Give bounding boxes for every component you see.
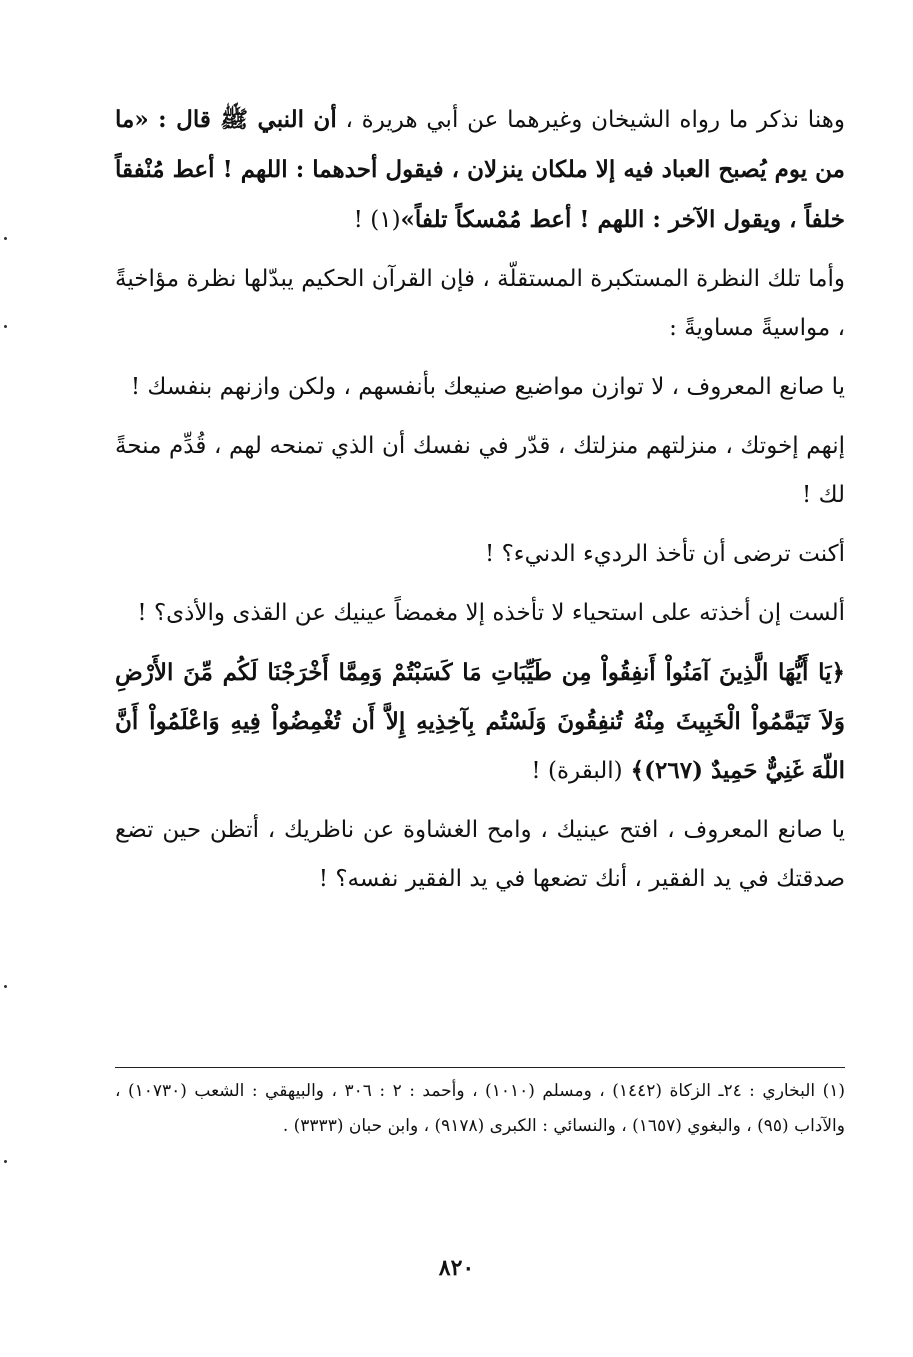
main-text [115, 95, 845, 914]
paragraph-3: يا صانع المعروف ، لا توازن مواضيع صنيعك بأنفسهم ، ولكن وازنهم بنفسك ! [130, 374, 845, 400]
scan-mark [4, 1160, 7, 1163]
scan-mark [4, 325, 7, 328]
scan-mark [4, 985, 7, 988]
hadith-footnote-ref: (١) ! [353, 207, 401, 233]
paragraph-5: أكنت ترضى أن تأخذ الرديء الدنيء؟ ! [485, 541, 845, 567]
paragraph-6: ألست إن أخذته على استحياء لا تأخذه إلا مغمضاً عينيك عن القذى والأذى؟ ! [137, 600, 845, 626]
scan-mark [4, 237, 7, 240]
page-number: ٨٢٠ [438, 1255, 475, 1281]
footnote: (١) البخاري : ٢٤ـ الزكاة (١٤٤٢) ، ومسلم (١٠١٠) ، وأحمد : ٢ : ٣٠٦ ، والبيهقي : الشعب (١٠٧٣٠) ، والآداب (٩٥) ، والبغوي (١٦٥٧) ، والنسائي : الكبرى (٩١٧٨) ، وابن حبان (٣٣٣٣) . [115, 1081, 845, 1136]
footnote-divider [115, 1067, 845, 1068]
hadith-paragraph [115, 95, 845, 245]
verse-text: ﴿يَا أَيُّهَا الَّذِينَ آمَنُواْ أَنفِقُواْ مِن طَيِّبَاتِ مَا كَسَبْتُمْ وَمِمَّا أَخْرَجْنَا لَكُم مِّنَ الأَرْضِ وَلاَ تَيَمَّمُواْ الْخَبِيثَ مِنْهُ تُنفِقُونَ وَلَسْتُم بِآخِذِيهِ إِلاَّ أَن تُغْمِضُواْ فِيهِ وَاعْلَمُواْ أَنَّ اللّهَ غَنِيٌّ حَمِيدٌ (٢٦٧)﴾ [115, 659, 845, 784]
hadith-quote: أن النبي ﷺ قال : «ما من يوم يُصبح العباد فيه إلا ملكان ينزلان ، فيقول أحدهما : اللهم ! أعط مُنْفقاً خلفاً ، ويقول الآخر : اللهم ! أعط مُمْسكاً تلفاً» [115, 106, 845, 233]
quran-verse [115, 648, 845, 796]
verse-reference: (البقرة) ! [531, 758, 623, 784]
hadith-intro: وهنا نذكر ما رواه الشيخان وغيرهما عن أبي هريرة ، [336, 107, 845, 133]
paragraph-2: وأما تلك النظرة المستكبرة المستقلّة ، فإن القرآن الحكيم يبدّلها نظرة مؤاخيةً ، مواسيةً مساويةً : [115, 266, 845, 341]
paragraph-4: إنهم إخوتك ، منزلتهم منزلتك ، قدّر في نفسك أن الذي تمنحه لهم ، قُدِّم منحةً لك ! [115, 433, 845, 508]
closing-paragraph: يا صانع المعروف ، افتح عينيك ، وامح الغشاوة عن ناظريك ، أتظن حين تضع صدقتك في يد الفقير ، أنك تضعها في يد الفقير نفسه؟ ! [115, 817, 845, 892]
